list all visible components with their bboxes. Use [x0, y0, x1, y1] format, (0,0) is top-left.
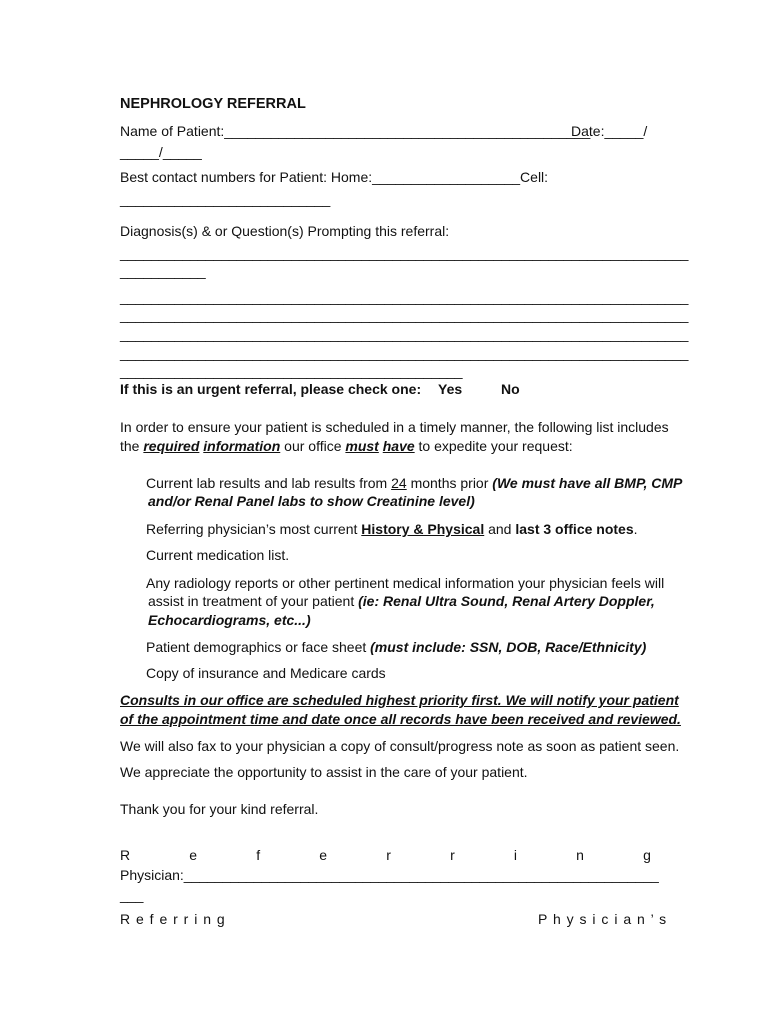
thank-you-text: Thank you for your kind referral. [120, 801, 319, 817]
intro-text: our office [280, 438, 346, 454]
diagnosis-line-5[interactable]: _________________________________________________________________________ [120, 326, 689, 342]
urgent-yes-option[interactable]: Yes [438, 381, 463, 397]
list-item-radiology-line-3: Echocardiograms, etc...) [148, 612, 311, 628]
letter: e [189, 847, 198, 863]
hp-history-physical: History & Physical [361, 521, 485, 537]
contact-numbers-field-continued[interactable]: ___________________________ [120, 191, 331, 207]
list-item-history-physical [146, 520, 638, 538]
list-item-insurance: Copy of insurance and Medicare cards [146, 665, 386, 681]
referring-spread-label [120, 846, 651, 864]
letter: e [319, 847, 328, 863]
intro-line-2 [120, 437, 573, 455]
letter: r [450, 847, 455, 863]
letter: g [643, 847, 651, 863]
fax-notice: We will also fax to your physician a copy of consult/progress note as soon as patient seen. [120, 738, 680, 754]
intro-line-1: In order to ensure your patient is scheduled in a timely manner, the following list includes [120, 419, 669, 435]
letter: r [386, 847, 391, 863]
intro-text: to expedite your request: [414, 438, 573, 454]
must-word: must [345, 438, 379, 454]
date-field[interactable]: Date:_____/ [571, 123, 648, 139]
intro-text: the [120, 438, 144, 454]
hp-text: and [484, 521, 516, 537]
diagnosis-line-6[interactable]: _________________________________________________________________________ [120, 345, 689, 361]
labs-months: 24 [391, 475, 407, 491]
labs-text: Current lab results and lab results from [146, 475, 392, 491]
physicians-label-2: P h y s i c i a n ’ s [538, 911, 668, 927]
list-item-radiology-line-2 [148, 592, 655, 610]
information-word: information [203, 438, 281, 454]
appreciation-text: We appreciate the opportunity to assist in the care of your patient. [120, 764, 528, 780]
demo-requirement: (must include: SSN, DOB, Race/Ethnicity) [370, 639, 647, 655]
labs-requirement: (We must have all BMP, CMP [492, 475, 683, 491]
radiology-examples: (ie: Renal Ultra Sound, Renal Artery Doppler, [358, 593, 655, 609]
physician-signature-field[interactable]: Physician:_____________________________________________________________ [120, 867, 659, 883]
hp-office-notes: last 3 office notes [515, 521, 634, 537]
urgent-no-option[interactable]: No [501, 381, 520, 397]
form-title: NEPHROLOGY REFERRAL [120, 96, 306, 112]
diagnosis-line-1[interactable]: _________________________________________________________________________ [120, 245, 689, 261]
diagnosis-line-4[interactable]: _________________________________________________________________________ [120, 307, 689, 323]
letter: i [513, 847, 518, 863]
consults-notice-line-2: of the appointment time and date once all records have been received and reviewed. [120, 711, 681, 727]
diagnosis-line-2[interactable]: ___________ [120, 263, 206, 279]
consults-notice-line-1: Consults in our office are scheduled highest priority first. We will notify your patient [120, 692, 679, 708]
contact-numbers-field[interactable]: Best contact numbers for Patient: Home:___________________Cell: [120, 169, 549, 185]
letter: n [576, 847, 584, 863]
radiology-text: assist in treatment of your patient [148, 593, 359, 609]
hp-text: . [633, 521, 638, 537]
list-item-demographics [146, 638, 646, 656]
referring-label-2: R e f e r r i n g [120, 911, 226, 927]
list-item-labs [146, 474, 682, 492]
list-item-radiology: Any radiology reports or other pertinent medical information your physician feels will [146, 575, 665, 591]
demo-text: Patient demographics or face sheet [146, 639, 371, 655]
list-item-medications: Current medication list. [146, 547, 290, 563]
labs-text: months prior [406, 475, 493, 491]
letter: R [120, 847, 131, 863]
have-word: have [382, 438, 415, 454]
date-field-continued[interactable]: _____/_____ [120, 144, 202, 160]
patient-name-field[interactable]: Name of Patient:_______________________________________________ [120, 123, 591, 139]
letter: f [256, 847, 261, 863]
diagnosis-line-3[interactable]: _________________________________________________________________________ [120, 289, 689, 305]
list-item-labs-continued: and/or Renal Panel labs to show Creatinine level) [148, 493, 475, 509]
required-word: required [143, 438, 200, 454]
hp-text: Referring physician’s most current [146, 521, 362, 537]
diagnosis-line-7[interactable]: ____________________________________________ [120, 363, 463, 379]
physician-signature-field-continued[interactable]: ___ [120, 887, 144, 903]
diagnosis-label: Diagnosis(s) & or Question(s) Prompting this referral: [120, 223, 450, 239]
urgent-label: If this is an urgent referral, please check one: [120, 381, 422, 397]
